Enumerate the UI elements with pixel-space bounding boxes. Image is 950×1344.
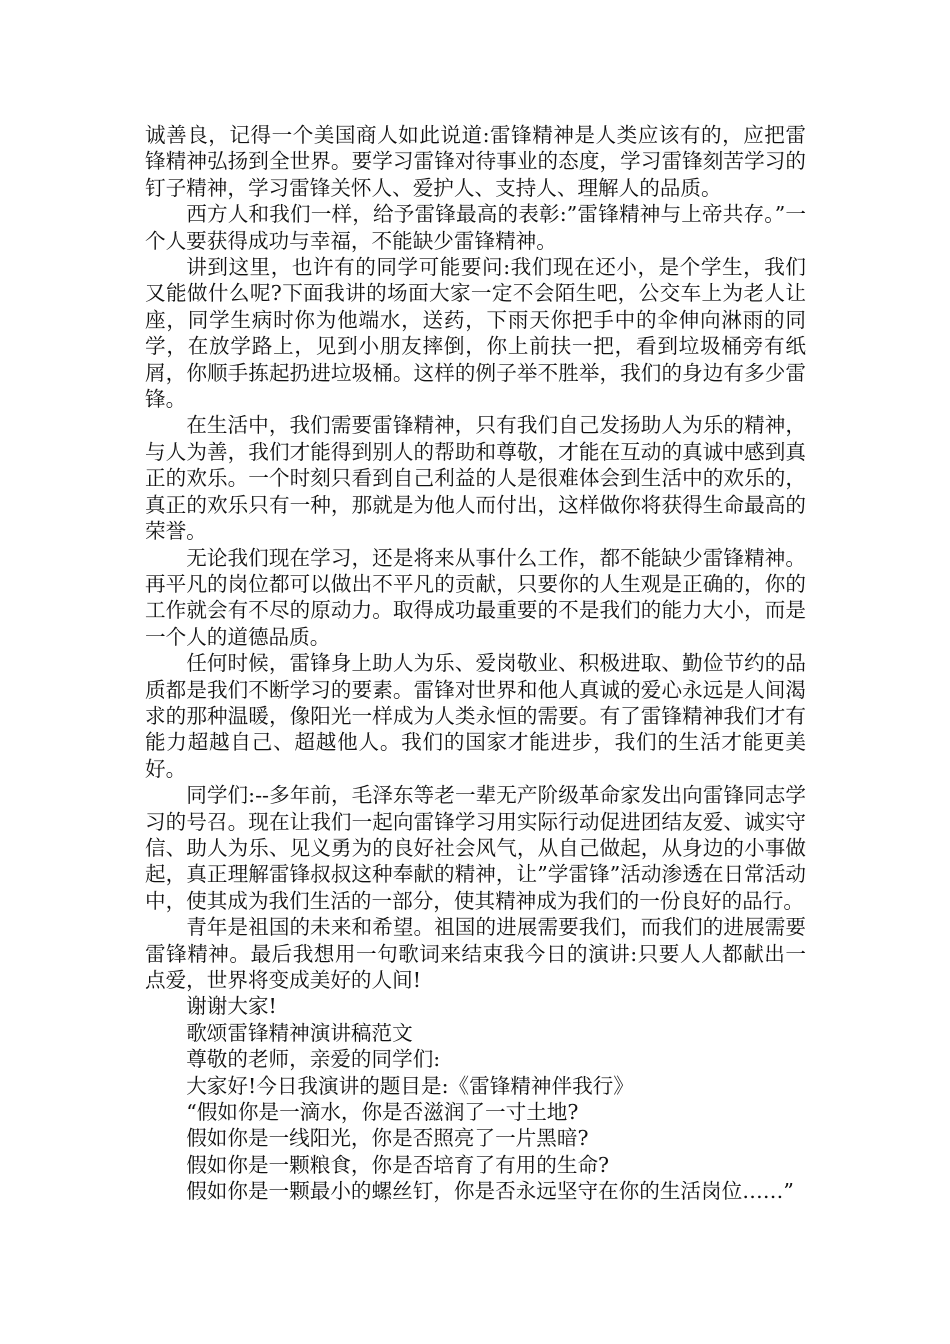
paragraph: 无论我们现在学习，还是将来从事什么工作，都不能缺少雷锋精神。再平凡的岗位都可以做出不平凡的贡献，只要你的人生观是正确的，你的工作就会有不尽的原动力。取得成功最重要的不是我们的能力大小，而是一个人的道德品质。 [145,545,806,649]
paragraph: 在生活中，我们需要雷锋精神，只有我们自己发扬助人为乐的精神，与人为善，我们才能得到别人的帮助和尊敬，才能在互动的真诚中感到真正的欢乐。一个时刻只看到自己利益的人是很难体会到生活中的欢乐的，真正的欢乐只有一种，那就是为他人而付出，这样做你将获得生命最高的荣誉。 [145,413,806,544]
quote-line: “假如你是一滴水，你是否滋润了一寸土地? [186,1100,579,1125]
closing-thanks: 谢谢大家! [186,994,277,1019]
paragraph: 西方人和我们一样，给予雷锋最高的表彰:”雷锋精神与上帝共存。”一个人要获得成功与幸福，不能缺少雷锋精神。 [145,202,806,253]
paragraph: 青年是祖国的未来和希望。祖国的进展需要我们，而我们的进展需要雷锋精神。最后我想用一句歌词来结束我今日的演讲:只要人人都献出一点爱，世界将变成美好的人间! [145,915,806,992]
quote-line: 假如你是一颗最小的螺丝钉，你是否永远坚守在你的生活岗位……” [186,1179,794,1204]
salutation: 尊敬的老师，亲爱的同学们: [186,1047,441,1072]
paragraph: 同学们:--多年前，毛泽东等老一辈无产阶级革命家发出向雷锋同志学习的号召。现在让我们一起向雷锋学习用实际行动促进团结友爱、诚实守信、助人为乐、见义勇为的良好社会风气，从自己做起，从身边的小事做起，真正理解雷锋叔叔这种奉献的精神，让”学雷锋”活动渗透在日常活动中，使其成为我们生活的一部分，使其精神成为我们的一份良好的品行。 [145,783,806,913]
paragraph-continuation: 诚善良，记得一个美国商人如此说道:雷锋精神是人类应该有的，应把雷锋精神弘扬到全世界。要学习雷锋对待事业的态度，学习雷锋刻苦学习的钉子精神，学习雷锋关怀人、爱护人、支持人、理解人的品质。 [145,123,806,200]
paragraph: 讲到这里，也许有的同学可能要问:我们现在还小，是个学生，我们又能做什么呢?下面我讲的场面大家一定不会陌生吧，公交车上为老人让座，同学生病时你为他端水，送药，下雨天你把手中的伞伸向淋雨的同学，在放学路上，见到小朋友摔倒，你上前扶一把，看到垃圾桶旁有纸屑，你顺手拣起扔进垃圾桶。这样的例子举不胜举，我们的身边有多少雷锋。 [145,255,806,412]
quote-line: 假如你是一颗粮食，你是否培育了有用的生命? [186,1152,610,1177]
section-title: 歌颂雷锋精神演讲稿范文 [186,1020,413,1045]
quote-line: 假如你是一线阳光，你是否照亮了一片黑暗? [186,1126,589,1151]
document-page [145,122,806,1205]
paragraph: 任何时候，雷锋身上助人为乐、爱岗敬业、积极进取、勤俭节约的品质都是我们不断学习的要素。雷锋对世界和他人真诚的爱心永远是人间渴求的那种温暖，像阳光一样成为人类永恒的需要。有了雷锋精神我们才有能力超越自己、超越他人。我们的国家才能进步，我们的生活才能更美好。 [145,651,806,781]
speech-topic: 大家好!今日我演讲的题目是:《雷锋精神伴我行》 [186,1073,634,1098]
